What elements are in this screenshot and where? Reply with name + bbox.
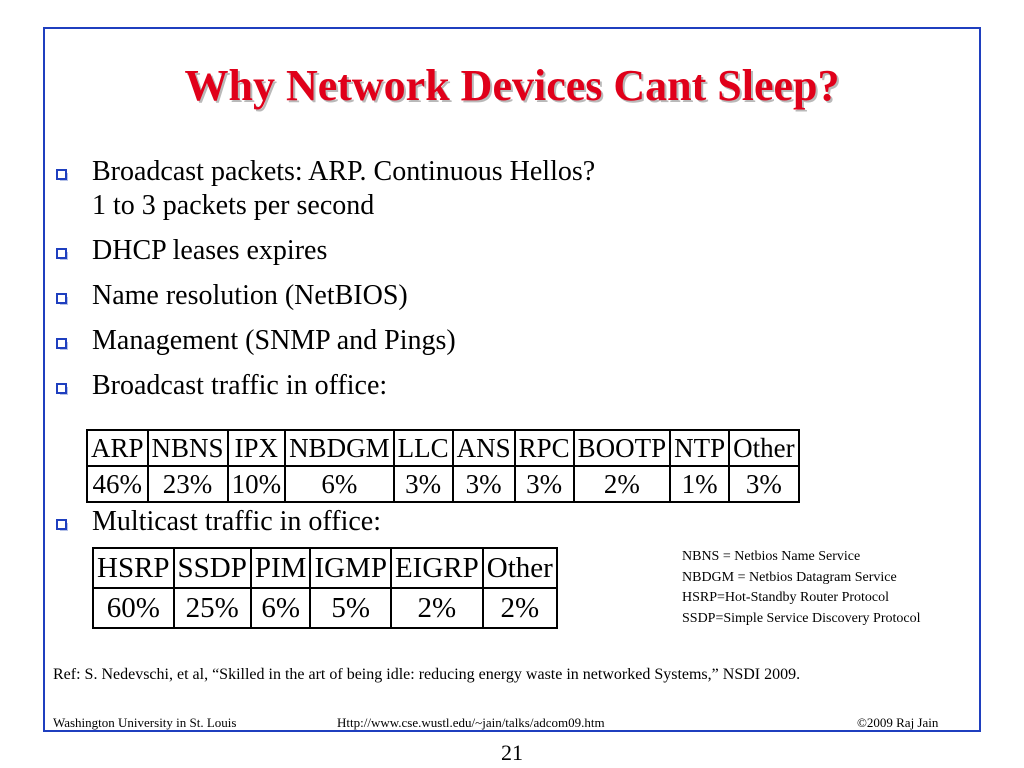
- table-header-cell: SSDP: [174, 548, 251, 588]
- table-cell: 1%: [670, 466, 729, 502]
- slide-title: Why Network Devices Cant Sleep?: [184, 61, 840, 110]
- table-header-cell: NBNS: [148, 430, 228, 466]
- table-header-cell: IPX: [228, 430, 286, 466]
- abbreviation-notes: [682, 547, 921, 629]
- bullet-text: Broadcast packets: ARP. Continuous Hellos?: [92, 156, 596, 187]
- table-header-row: [87, 430, 799, 466]
- table-header-cell: ANS: [453, 430, 515, 466]
- table-row: [93, 588, 557, 628]
- table-header-cell: NBDGM: [285, 430, 394, 466]
- table-header-cell: IGMP: [310, 548, 391, 588]
- footer-url[interactable]: Http://www.cse.wustl.edu/~jain/talks/adcom09.htm: [337, 715, 605, 730]
- square-bullet-icon: [56, 338, 67, 349]
- bullet-text: Broadcast traffic in office:: [92, 370, 388, 401]
- table-cell: 25%: [174, 588, 251, 628]
- table-row: [87, 466, 799, 502]
- table-header-cell: HSRP: [93, 548, 174, 588]
- note-line: NBDGM = Netbios Datagram Service: [682, 569, 897, 585]
- table-cell: 2%: [483, 588, 557, 628]
- table-cell: 6%: [251, 588, 311, 628]
- bullet-text: Multicast traffic in office:: [92, 506, 381, 537]
- page-number: 21: [501, 740, 523, 765]
- note-line: SSDP=Simple Service Discovery Protocol: [682, 610, 921, 626]
- footer-copyright: ©2009 Raj Jain: [857, 715, 939, 730]
- broadcast-traffic-table: [86, 429, 800, 503]
- square-bullet-icon: [56, 383, 67, 394]
- table-header-cell: EIGRP: [391, 548, 483, 588]
- table-cell: 60%: [93, 588, 174, 628]
- bullet-text: Name resolution (NetBIOS): [92, 280, 408, 311]
- footer-institution: Washington University in St. Louis: [53, 715, 237, 730]
- table-header-cell: NTP: [670, 430, 729, 466]
- table-cell: 6%: [285, 466, 394, 502]
- square-bullet-icon: [56, 293, 67, 304]
- table-header-cell: BOOTP: [574, 430, 671, 466]
- note-line: NBNS = Netbios Name Service: [682, 549, 861, 564]
- table-cell: 3%: [453, 466, 515, 502]
- table-cell: 10%: [228, 466, 286, 502]
- multicast-traffic-table: [92, 547, 558, 629]
- bullet-text: DHCP leases expires: [92, 235, 328, 266]
- square-bullet-icon: [56, 169, 67, 180]
- table-header-cell: ARP: [87, 430, 148, 466]
- square-bullet-icon: [56, 248, 67, 259]
- table-cell: 23%: [148, 466, 228, 502]
- table-header-cell: RPC: [515, 430, 574, 466]
- table-cell: 46%: [87, 466, 148, 502]
- note-line: HSRP=Hot-Standby Router Protocol: [682, 590, 890, 605]
- table-cell: 3%: [729, 466, 798, 502]
- bullet-text: Management (SNMP and Pings): [92, 325, 456, 356]
- table-cell: 3%: [515, 466, 574, 502]
- table-header-cell: Other: [729, 430, 798, 466]
- table-cell: 5%: [310, 588, 391, 628]
- bullet-subtext: 1 to 3 packets per second: [92, 190, 375, 221]
- table-cell: 2%: [391, 588, 483, 628]
- table-cell: 2%: [574, 466, 671, 502]
- square-bullet-icon: [56, 519, 67, 530]
- table-header-row: [93, 548, 557, 588]
- table-header-cell: PIM: [251, 548, 311, 588]
- table-cell: 3%: [394, 466, 453, 502]
- table-header-cell: LLC: [394, 430, 453, 466]
- reference-text: Ref: S. Nedevschi, et al, “Skilled in the art of being idle: reducing energy waste in networked Systems,” NSDI 2009.: [53, 666, 801, 683]
- table-header-cell: Other: [483, 548, 557, 588]
